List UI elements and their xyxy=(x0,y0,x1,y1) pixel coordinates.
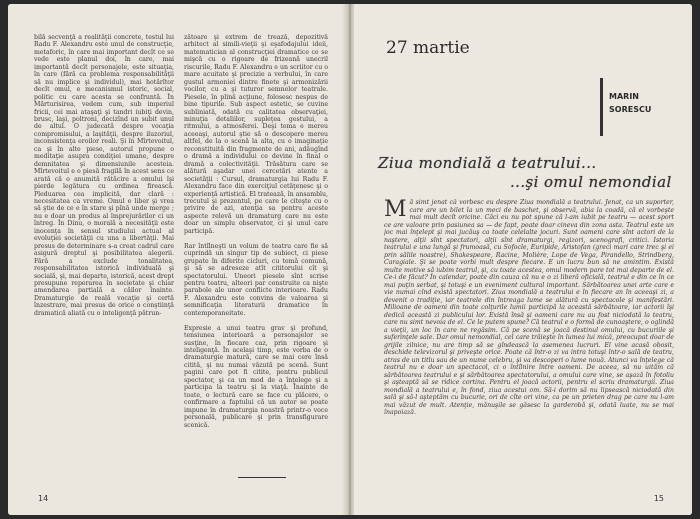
article-body-text: ă simt jenat că vorbesc eu despre Ziua mondială a teatrului. Jenat, ca un suporter, care are un bilet la un meci de baschet, şi observă, abia la coadă, că el vorbeşte mai mult decît oricine. Căci eu nu pot spune că l-am iubit pe teatru — acest sport ce are valoare prin pasiunea sa — de fapt, poate doar cineva din zona asta. Teatrul este un joc mai înţelept şi mai jucăuş ca toate celelalte jocuri. Sunt oameni care sînt actori de la naştere, alţii sînt spectatori, alţii sînt dramaturgi, regizori, scenografi, critici. Istoria teatrului e una lungă şi frumoasă, cu Sofocle, Euripide, Aristofan (greci mari care trec şi ei prin sălile noastre), Shakespeare, Racine, Molière, Lope de Vega, Pirandello, Strindberg, Caragiale. Şi se poate vorbi mult despre fiecare. E un lucru bun să ne amintim. Există multe motive să iubim teatrul, şi, cu toate acestea, omul modern pare tot mai departe de el. Ce-i de făcut? În calendar, poate din cauza că nu e o zi liberă oficială, teatrul e din ce în ce mai puţin serbat, şi totuşi e un eveniment cultural important. Sărbătoarea unei arte care e vie numai cînd există spectatori. Ziua mondială a teatrului e în fiecare an în aceeaşi zi, a devenit o tradiţie, iar teatrele din întreaga lume se alătură cu spectacole şi manifestări. Milioane de oameni din toate colţurile lumii participă la această sărbătoare, iar actorii îşi dedică această zi publicului lor. Există însă şi oameni care nu au fost niciodată la teatru, care nu simt nevoia de el. Ce le putem spune? Că teatrul e o formă de cunoaştere, o oglindă a vieţii, un loc în care ne regăsim. Că pe scenă se joacă destinul omului, cu bucuriile şi suferinţele sale. Dar omul nemondial, cel care trăieşte în lumea lui mică, preocupat doar de grijile zilnice, nu are timp să se gîndească la asemenea lucruri. El vine acasă obosit, deschide televizorul şi priveşte orice. Poate că într-o zi va intra totuşi într-o sală de teatru, atras de un titlu sau de un nume celebru, şi va descoperi o lume nouă. Atunci va înţelege că teatrul nu e doar un spectacol, ci o întîlnire între oameni. De aceea, să nu uităm că sărbătoarea teatrului e şi sărbătoarea spectatorului, a omului care vine, se aşază în fotoliu şi aşteaptă să se ridice cortina. Pentru el joacă actorii, pentru el scriu dramaturgii. Ziua mondială a teatrului e, în fond, ziua acestui om. Să-i dorim să nu lipsească niciodată din sală şi să-l aşteptăm cu bucurie, ori de cîte ori vine, ca pe un prieten drag pe care nu l-am mai văzut de mult. Atenţie, mănuşile se găsesc la garderobă şi, odată luate, nu se mai înapoiază. xyxy=(384,199,674,416)
author-first-name: MARIN xyxy=(609,92,639,101)
column-2-text: zătoare şi extrem de trează, depozitivă arhitect al simili-vieţii şi eşafodajului ideii, matematician al construcţiei dramatice ce se mişcă cu o rigoare de frizeană unecril riscurile, Radu F. Alexandru e un scriitor cu o mare acuitate şi precizie a verbului, în care gustul armoniei dintre finete şi armonizării vocilor, cu a şi tuturor semnelor teatrale. Piesele, în plină acţiune, folosesc nespus de bine tipurile. Sub aspect estetic, se cuvine subliniată, odată cu calitatea observaţiei, minuţia detaliilor, supleţea gestului, a ritmului, a atmosferei. Deşi tema e mereu aceeaşi, autorul ştie să o descopere mereu altfel, de la o scenă la alta, cu o imaginaţie reconstituită din fragmente de ani, adăugînd o dramă a individului ce devine în final o dramă a colectivităţii. Trăsătura care se alătură aşadar unei cercetări atente a societăţii : Cursul, dramaturgia lui Radu F. Alexandru face din exerciţiul cetăţenesc şi o experienţă artistică. El tratează, în ansamblu, trecutul şi prezentul, pe care le citeşte cu o privire de azi, atenţia sa pentru aceste aspecte relevă un dramaturg care nu este doar un simplu observator, ci şi unul care participă. Rar întîlneşti un volum de teatru care fie să cuprindă un singur tip de subiect, ci piese grupate în diferite cicluri, cu temă comună, şi să se adreseze atît cititorului cît şi spectatorului. Uneori piesele sînt scrise pentru teatru, alteori par construite ca nişte parabole ale unor conflicte interioare. Radu F. Alexandru este convins de valoarea şi semnificaţia literaturii dramatice în contemporaneitate. Expresie a unui teatru grav şi profund, tensiunea interioară a personajelor se susţine, în fiecare caz, prin rigoare şi inteligenţă. În acelaşi timp, este vorba de o dramaturgie matură, care se mai cere însă citită, şi nu numai văzută pe scenă. Sunt pagini care pot fi citite, pentru publicul spectator, şi ca un mod de a înţelege şi a participa la teatru şi la viaţă. Înainte de toate, o lectură care se face cu plăcere, o confirmare a faptului că un autor se poate impune în dramaturgia noastră printr-o voce personală, publicare şi prin transfigurare scenică. xyxy=(184,34,328,429)
date-heading: 27 martie xyxy=(386,38,470,58)
drop-cap: M xyxy=(384,199,407,222)
article-title-line-1: Ziua mondială a teatrului... xyxy=(378,154,597,172)
left-page xyxy=(8,4,346,515)
right-page xyxy=(354,4,692,515)
article-body xyxy=(384,199,674,482)
page-number-left: 14 xyxy=(38,494,49,503)
text-column-1 xyxy=(34,34,174,484)
page-number-right: 15 xyxy=(653,494,664,503)
text-column-2 xyxy=(184,34,328,484)
author-last-name: SORESCU xyxy=(609,105,652,114)
article-title-line-2: ...şi omul nemondial xyxy=(510,173,672,191)
column-1-text: bilă secvenţă a realităţii concrete, testul lui Radu F. Alexandru este unul de construcţie, metaforic, în care mai important decît ce se vede este planul doi, în care, mai importantă decît personajele, este situaţia, în care (fără ca problema responsabilităţii să nu implice şi individul), mai hotărîtor decît omul, e mecanismul istoric, social, politic cu care acesta se confruntă. În Mărturisirea, vedem cum, sub imperiul fricii, cei mai ataşaţi şi tandri iubiţi devin, brusc, laşi, poltroni, decizînd un subit unul de altul. O judecată despre vocaţia compromisului, a laşităţii, despre iluzoriul, inconsistenţa eroilor reali. Şi în Mîrtevoitul, ca şi în alte piese, autorul propune o meditaţie asupra condiţiei umane, despre demnitatea şi dimensiunile acesteia. Mîrtevoitul e o piesă fragilă în acest sens ce arată că o anumită rătăcire a omului îşi pierde legătura cu ordinea firească. Pleduarea cea implicită, dar clară : necesitatea ca vreme. Omul e liber şi vrea să ştie de ce e în stare şi pînă unde merge ; nu e doar un produs al împrejurărilor ci un întreg. În Dinu, o morală a necesităţii este inocenţa în sensul studiului actual al evoluţiei societăţii cu una a libertăţii. Mai presus de determinare s-a creat cadrul care asigură dreptul şi posibilitatea alegerii. Fără a exclude tonalitatea, responsabilitatea istorică individuală şi socială, şi, mai departe, istorică, acest drept presupune reperarea în societate şi chiar amendarea partială a căilor înainte. Dramaturgie de reală vocaţie şi certă înzestrare, mai presus de orice o conştiinţă dramatică aliată cu o inteligenţă pătrun- xyxy=(34,34,174,317)
magazine-spread xyxy=(8,4,692,515)
end-rule xyxy=(238,477,286,478)
author-byline xyxy=(600,78,670,136)
